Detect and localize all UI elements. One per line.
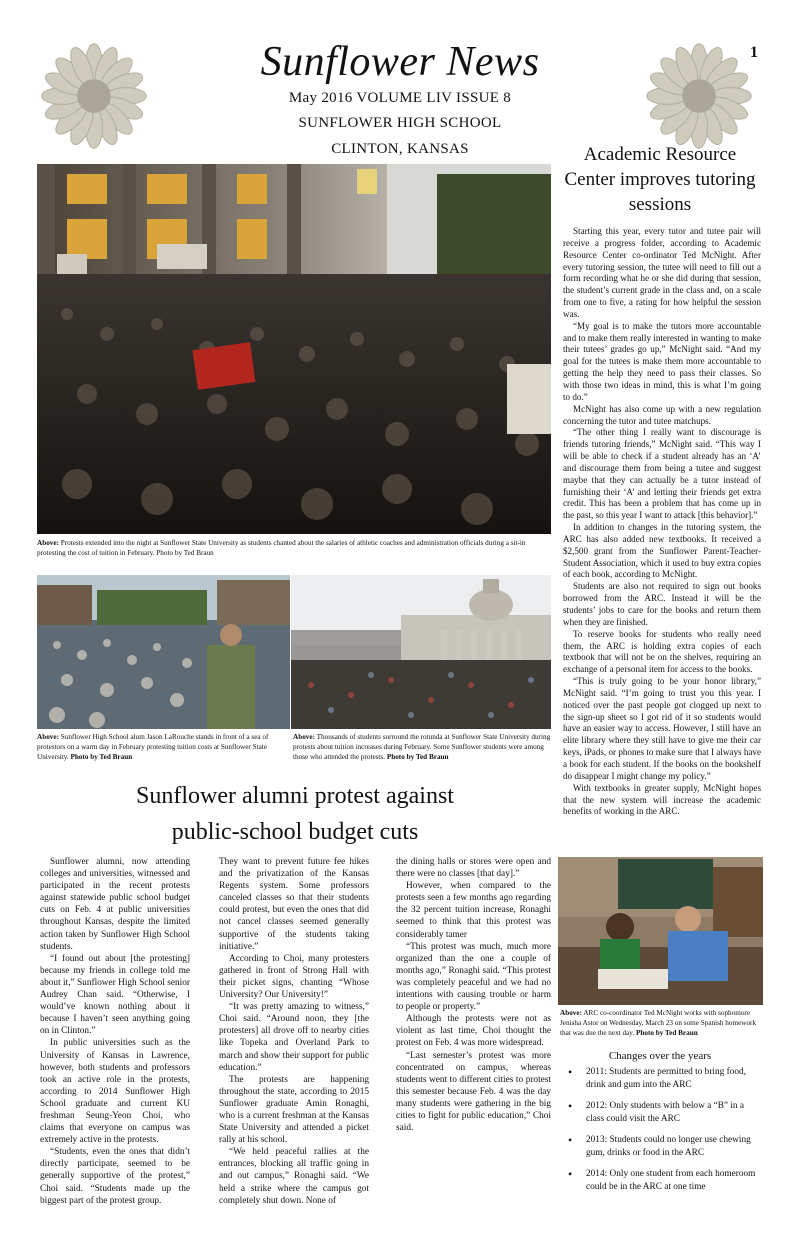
main-story-column-3 xyxy=(396,856,551,1134)
caption-credit: Photo by Ted Braun xyxy=(68,753,133,762)
arc-story-column xyxy=(563,226,761,818)
paragraph: “It was pretty amazing to witness,” Choi said. “Around noon, they [the protesters] all drove off to nearby cities like Topeka and Overland Park to march and show their support for public education.” xyxy=(219,1002,369,1073)
main-story-column-2 xyxy=(219,856,369,1207)
newspaper-title: Sunflower News xyxy=(260,39,540,85)
paragraph: “This is truly going to be your honor library,” McNight said. “I’m going to trust you this year. I noticed over the past people got clogged up next to the sign-up sheet so I got rid of it so students would have an easier way to access. However, I still have an elite library where they still have to give me their car keys, iPads, or phones to make sure that I always have a book for each student. If the books on the bookshelf do disappear I might change my policy.” xyxy=(563,676,761,781)
caption-credit: Photo by Ted Braun xyxy=(385,753,449,762)
left-photo-caption xyxy=(37,732,290,763)
paragraph: Sunflower alumni, now attending colleges and universities, witnessed and participated in the recent protests against statewide public school budget cuts on Feb. 4 at public universities throughout Kansas, despite the limited action taken by Sunflower High School students. xyxy=(40,857,190,952)
paragraph: However, when compared to the protests seen a few months ago regarding the 32 percent tuition increase, Ronaghi seemed to think that this protest was considerably tamer xyxy=(396,881,551,940)
caption-label: Above: xyxy=(293,733,315,741)
issue-line: May 2016 VOLUME LIV ISSUE 8 xyxy=(288,90,512,106)
daytime-protest-photo xyxy=(37,575,290,729)
main-headline xyxy=(40,778,550,850)
list-item: • 2014: Only one student from each homeroom could be in the ARC at one time xyxy=(564,1168,764,1194)
sunflower-logo-right-icon xyxy=(643,40,755,152)
paragraph: “Students, even the ones that didn’t directly participate, seemed to be generally supportive of the protest,” Choi said. “Students made up the biggest part of the protest group. xyxy=(40,1147,190,1206)
list-item: • 2013: Students could no longer use chewing gum, drinks or food in the ARC xyxy=(564,1134,764,1160)
caption-text: Protests extended into the night at Sunflower State University as students chanted about the salaries of athletic coaches and administration officials during a sit-in protesting the cost of tuition in February. Photo by Ted Braun xyxy=(37,539,526,558)
arc-headline: Academic Resource Center improves tutoring sessions xyxy=(564,144,756,215)
night-protest-photo xyxy=(37,164,551,534)
arc-tutoring-photo xyxy=(558,857,763,1005)
list-item: • 2011: Students are permitted to bring food, drink and gum into the ARC xyxy=(564,1066,764,1092)
arc-photo-caption xyxy=(560,1008,763,1039)
paragraph: “This protest was much, much more organized than the one a couple of months ago,” Ronaghi said. “This protest was completely peaceful and we had no intentions with causing trouble or harm to people or property.” xyxy=(396,941,551,1013)
main-headline-line1: Sunflower alumni protest against xyxy=(136,783,454,809)
paragraph: According to Choi, many protesters gathered in front of Strong Hall with their picket signs, chanting “Whose University? Our University!” xyxy=(219,953,369,1001)
paragraph: “Last semester’s protest was more concentrated on campus, whereas students went to different cities to protest this semester because Feb. 4 was the day many students were gathering in the big cities to fight for public education,” Choi said. xyxy=(396,1050,551,1134)
caption-label: Above: xyxy=(37,733,59,741)
main-headline-line2: public-school budget cuts xyxy=(171,819,419,845)
paragraph: With textbooks in greater supply, McNight hopes that the new system will increase the academic benefits of working in the ARC. xyxy=(563,782,761,817)
caption-text: Thousands of students surround the rotunda at Sunflower State University during protests about tuition increases during February. Some Sunflower students were among those who attended the protests. xyxy=(293,733,551,762)
paragraph: “The other thing I really want to discourage is friends tutoring friends,” McNight said. “This way I will be able to check if a student already has an ‘A’ and discourage them from being a tutee and suggest maybe that they can actually be a tutor instead of furnishing their ‘A’ and letting their friends get extra credit. This has been a problem that has come up in the past, so this year I want to attack [this behavior].” xyxy=(563,427,761,521)
school-name: SUNFLOWER HIGH SCHOOL xyxy=(298,115,502,131)
paragraph: They want to prevent future fee hikes and the privatization of the Kansas Regents system. Some professors canceled classes so that their students could protest, but even the ones that did not cancel classes seemed generally supportive of the students taking initiative.” xyxy=(219,857,369,952)
paragraph: “My goal is to make the tutors more accountable and to make them really interested in wanting to make their tutees’ grades go up,” McNight said. “And my goal for the tutees is make them more accountable to getting the help they need to pass their classes. So with those two ideas in mind, this is what I’m going to do.” xyxy=(563,320,761,402)
school-location: CLINTON, KANSAS xyxy=(331,141,469,157)
paragraph: In public universities such as the University of Kansas in Lawrence, however, both students and professors took an active role in the protests, according to 2014 Sunflower High School graduate and current KU freshman Seung-Yeon Choi, who claims that everyone on campus was extremely active in the protests. xyxy=(40,1038,190,1146)
paragraph: In addition to changes in the tutoring system, the ARC has also added new textbooks. It received a $2,500 grant from the Sunflower Parent-Teacher-Student Association, which it used to buy extra copies of each book, according to McNight. xyxy=(563,522,761,580)
caption-text: ARC co-coordinator Ted McNight works with sophomore Jenisha Astor on Wednesday, March 23 on some Spanish homework that was due the next day. xyxy=(560,1009,757,1038)
caption-text: Sunflower High School alum Jason LaRouche stands in front of a sea of protestors on a warm day in February protesting tuition costs at Sunflower State University. xyxy=(37,733,269,762)
paragraph: “We held peaceful rallies at the entrances, blocking all traffic going in and out campus,” Ronaghi said. “We held a strike where the campus got completely shut down. None of xyxy=(219,1147,369,1206)
paragraph: Students are also not required to sign out books borrowed from the ARC. Instead it will be the students’ jobs to care for the books and return them when they are finished. xyxy=(563,581,761,627)
page-number: 1 xyxy=(750,44,758,61)
caption-credit: Photo by Ted Braun xyxy=(634,1029,698,1038)
paragraph: Starting this year, every tutor and tutee pair will receive a progress folder, according to Academic Resource Center co-ordinator Ted McNight. After every tutoring session, the tutee will need to fill out a form recording what he or she did during that session, the student’s current grade in the class and, on a scale from one to five, a rating for how helpful the session was. xyxy=(563,226,761,319)
paragraph: McNight has also come up with a new regulation concerning the tutor and tutee matchups. xyxy=(563,403,761,426)
main-photo-caption xyxy=(37,538,551,558)
caption-label: Above: xyxy=(560,1009,582,1017)
changes-list xyxy=(564,1066,764,1202)
main-story-column-1 xyxy=(40,856,190,1207)
changes-title: Changes over the years xyxy=(608,1050,712,1062)
paragraph: To reserve books for students who really need them, the ARC is holding extra copies of each textbook that will not be on the shelves, requiring an exchange of a personal item for access to the books. xyxy=(563,628,761,675)
paragraph: The protests are happening throughout the state, according to 2015 Sunflower graduate Amin Ronaghi, who is a current freshman at the Kansas State University and attended a picket rally at his school. xyxy=(219,1074,369,1146)
paragraph: the dining halls or stores were open and there were no classes [that day].” xyxy=(396,857,551,880)
rotunda-protest-photo xyxy=(291,575,551,729)
paragraph: “I found out about [the protesting] because my friends in college told me about it,” Sunflower High School senior Audrey Chan said. “Otherwise, I would’ve known nothing about it because I haven’t seen anything going on in Clinton.” xyxy=(40,953,190,1037)
list-item: • 2012: Only students with below a “B” in a class could visit the ARC xyxy=(564,1100,764,1126)
paragraph: Although the protests were not as violent as last time, Choi thought the protest on Feb. 4 was more widespread. xyxy=(396,1014,551,1049)
right-photo-caption xyxy=(293,732,551,763)
caption-label: Above: xyxy=(37,539,59,547)
